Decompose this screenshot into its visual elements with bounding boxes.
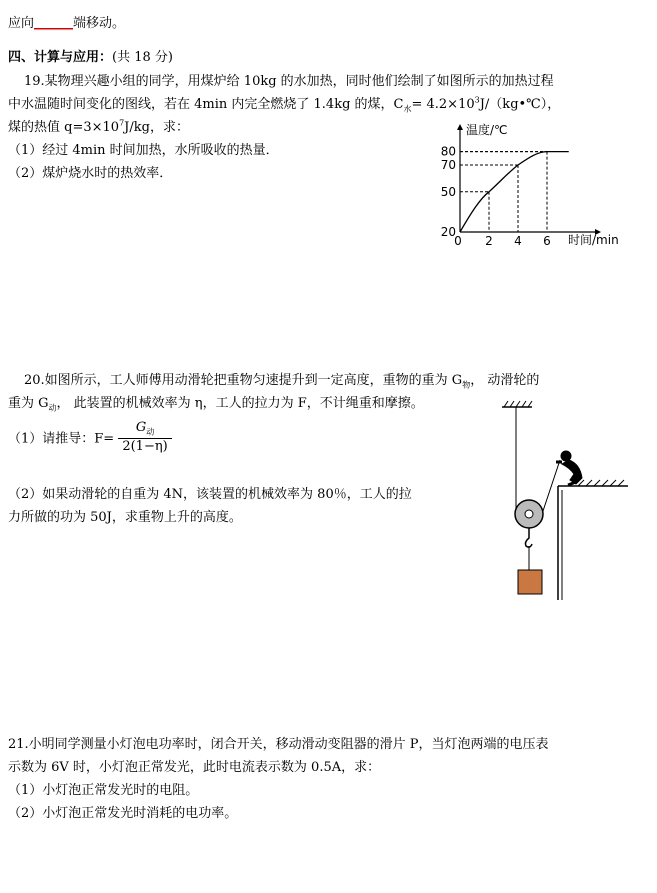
q-exponent: 7 [119, 118, 125, 128]
text-suffix: 端移动。 [73, 16, 126, 31]
q19-sub-question-2: （2）煤炉烧水时的热效率． [8, 166, 173, 181]
hook [525, 528, 532, 547]
q20-line-2a: 重为 G [8, 396, 49, 411]
x-tick-label-0: 0 [454, 234, 462, 248]
text-prefix: 应向 [8, 16, 35, 31]
x-axis-label: 时间/min [568, 233, 619, 247]
c-unit: J/（kg•℃）， [479, 97, 561, 112]
heavy-load-box [518, 570, 542, 594]
q21-line-1: 21.小明同学测量小灯泡电功率时，闭合开关，移动滑动变阻器的滑片 P，当灯泡两端的电压表 [8, 737, 549, 752]
x-tick-label-6: 6 [543, 234, 551, 248]
q19-line-2-text: 中水温随时间变化的图线，若在 4min 内完全燃烧了 1.4kg 的煤，C [8, 97, 404, 112]
y-tick-label-20: 20 [440, 225, 456, 239]
section-points: (共 18 分) [112, 50, 173, 65]
c-water-subscript: 水 [403, 104, 412, 114]
y-tick-label-80: 80 [440, 144, 456, 159]
q19-line-1: 19.某物理兴趣小组的同学，用煤炉给 10kg 的水加热，同时他们绘制了如图所示的加热过程 [24, 74, 554, 89]
section-header [8, 46, 173, 65]
q20-line-1 [24, 369, 539, 391]
fraction-numerator: $G_动$ [118, 420, 171, 439]
q20-line-2 [8, 392, 424, 414]
ceiling-hatch [504, 401, 532, 407]
q21-line-2: 示数为 6V 时，小灯泡正常发光，此时电流表示数为 0.5A，求： [8, 760, 381, 775]
c-value: = 4.2×10 [411, 97, 475, 112]
pulley-diagram [490, 388, 630, 600]
answer-blank: ______ [34, 16, 74, 31]
previous-question-ending [8, 12, 125, 31]
q19-line-3 [8, 116, 189, 135]
temperature-time-chart [428, 120, 648, 260]
y-axis-arrow [457, 124, 463, 130]
q19-line-2 [8, 93, 560, 115]
section-title: 四、计算与应用： [8, 50, 113, 65]
q21-sub-question-1: （1）小灯泡正常发光时的电阻。 [8, 783, 199, 798]
q20-sub-question-2-line-1: （2）如果动滑轮的自重为 4N，该装置的机械效率为 80％，工人的拉 [8, 487, 412, 502]
y-tick-label-70: 70 [440, 158, 456, 172]
q19-line-3a: 煤的热值 q=3×10 [8, 120, 120, 135]
q21-sub-question-2: （2）小灯泡正常发光时消耗的电功率。 [8, 806, 238, 821]
worker-figure [556, 451, 582, 485]
q19-sub-question-1: （1）经过 4min 时间加热，水所吸收的热量． [8, 143, 279, 158]
x-tick-label-2: 2 [485, 234, 493, 248]
y-tick-label-50: 50 [440, 184, 456, 199]
y-axis-label: 温度/℃ [466, 123, 508, 137]
q20-line-2b: ， 此装置的机械效率为 η，工人的拉力为 F，不计绳重和摩擦。 [56, 396, 424, 411]
q20-sub-question-2-line-2: 力所做的功为 50J，求重物上升的高度。 [8, 510, 242, 525]
fraction-denominator: 2(1−η) [122, 438, 168, 454]
platform [558, 480, 628, 600]
q20-line-1a: 20.如图所示，工人师傅用动滑轮把重物匀速提升到一定高度，重物的重为 G [24, 373, 463, 388]
c-exponent: 3 [474, 95, 480, 105]
g-object-subscript: 物 [462, 380, 471, 390]
q20-line-1b: ， 动滑轮的 [470, 373, 540, 388]
pulley-axle [525, 510, 533, 518]
formula-fraction [118, 420, 171, 454]
q20-sub1-label: （1）请推导：F= [8, 431, 115, 447]
x-tick-label-4: 4 [514, 234, 522, 248]
g-pulley-subscript: 动 [48, 403, 57, 413]
q19-line-3b: J/kg，求： [124, 120, 189, 135]
q20-sub-question-1 [8, 420, 172, 454]
